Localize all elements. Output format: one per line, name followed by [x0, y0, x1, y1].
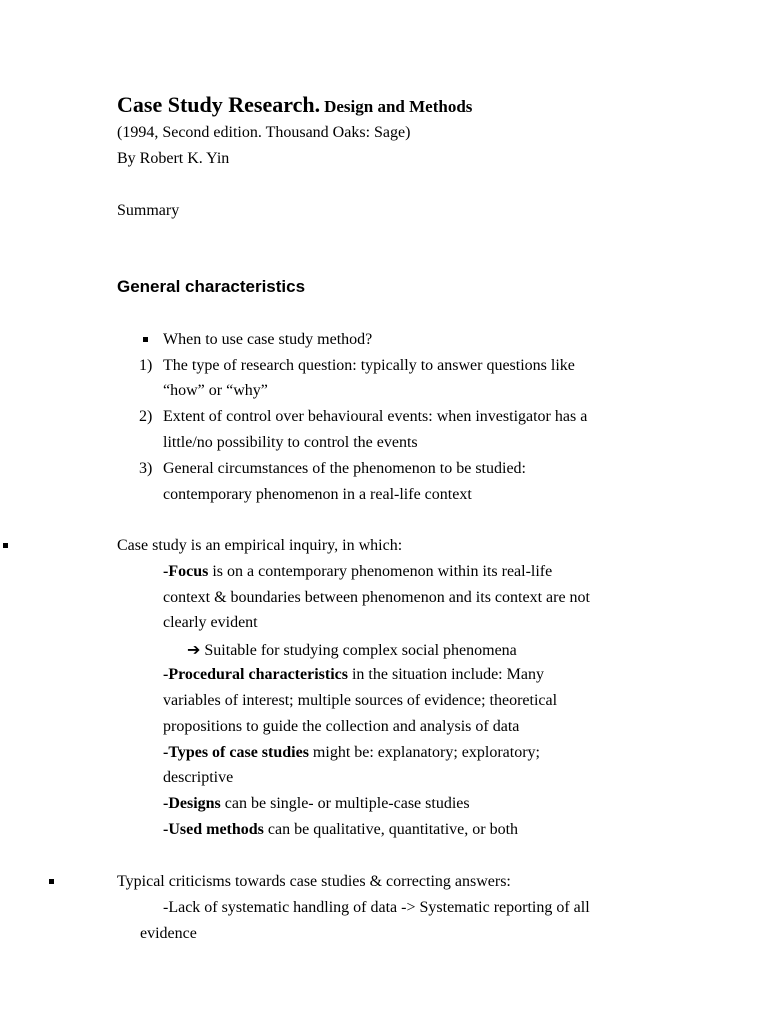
document-title [117, 92, 472, 118]
square-bullet-icon [49, 879, 54, 884]
empirical-intro: Case study is an empirical inquiry, in which: [117, 537, 403, 554]
square-bullet-icon [3, 543, 8, 548]
types-line-2: descriptive [163, 769, 234, 786]
list-item-2-line-2: little/no possibility to control the events [163, 434, 418, 451]
methods-label: -Used methods [163, 821, 264, 838]
list-number-3: 3) [139, 460, 153, 477]
focus-line-2: context & boundaries between phenomenon and its context are not [163, 589, 590, 606]
methods-line [163, 821, 518, 839]
list-item-2-line-1: Extent of control over behavioural events: when investigator has a [163, 408, 588, 425]
criticism-line-2: evidence [140, 925, 197, 942]
procedural-text: in the situation include: Many [347, 666, 544, 683]
suitable-text: Suitable for studying complex social phenomena [200, 642, 517, 659]
when-to-use-item: When to use case study method? [163, 331, 373, 348]
focus-line-3: clearly evident [163, 614, 258, 631]
suitable-line [187, 640, 517, 660]
types-label: -Types of case studies [163, 744, 309, 761]
procedural-line-3: propositions to guide the collection and analysis of data [163, 718, 520, 735]
designs-text: can be single- or multiple-case studies [220, 795, 470, 812]
title-main: Case Study Research. [117, 92, 321, 117]
procedural-label: -Procedural characteristics [163, 666, 348, 683]
procedural-line-1 [163, 666, 544, 684]
focus-text: is on a contemporary phenomenon within its real-life [208, 563, 553, 580]
list-number-1: 1) [139, 357, 153, 374]
section-heading: General characteristics [117, 277, 306, 296]
focus-line-1 [163, 563, 552, 581]
procedural-line-2: variables of interest; multiple sources of evidence; theoretical [163, 692, 558, 709]
edition-line: (1994, Second edition. Thousand Oaks: Sage) [117, 124, 411, 141]
square-bullet-icon [143, 337, 148, 342]
types-text: might be: explanatory; exploratory; [308, 744, 540, 761]
list-number-2: 2) [139, 408, 153, 425]
focus-label: -Focus [163, 563, 209, 580]
criticisms-intro: Typical criticisms towards case studies & correcting answers: [117, 873, 511, 890]
list-item-1-line-2: “how” or “why” [163, 382, 268, 399]
designs-label: -Designs [163, 795, 221, 812]
methods-text: can be qualitative, quantitative, or both [263, 821, 519, 838]
summary-label: Summary [117, 202, 180, 219]
list-item-3-line-1: General circumstances of the phenomenon to be studied: [163, 460, 526, 477]
right-arrow-icon: ➔ [187, 642, 201, 659]
types-line-1 [163, 744, 540, 762]
list-item-3-line-2: contemporary phenomenon in a real-life context [163, 486, 472, 503]
list-item-1-line-1: The type of research question: typically to answer questions like [163, 357, 575, 374]
criticism-line-1: -Lack of systematic handling of data -> Systematic reporting of all [163, 899, 590, 916]
designs-line [163, 795, 470, 813]
title-subtitle: Design and Methods [324, 97, 473, 116]
author-line: By Robert K. Yin [117, 150, 230, 167]
